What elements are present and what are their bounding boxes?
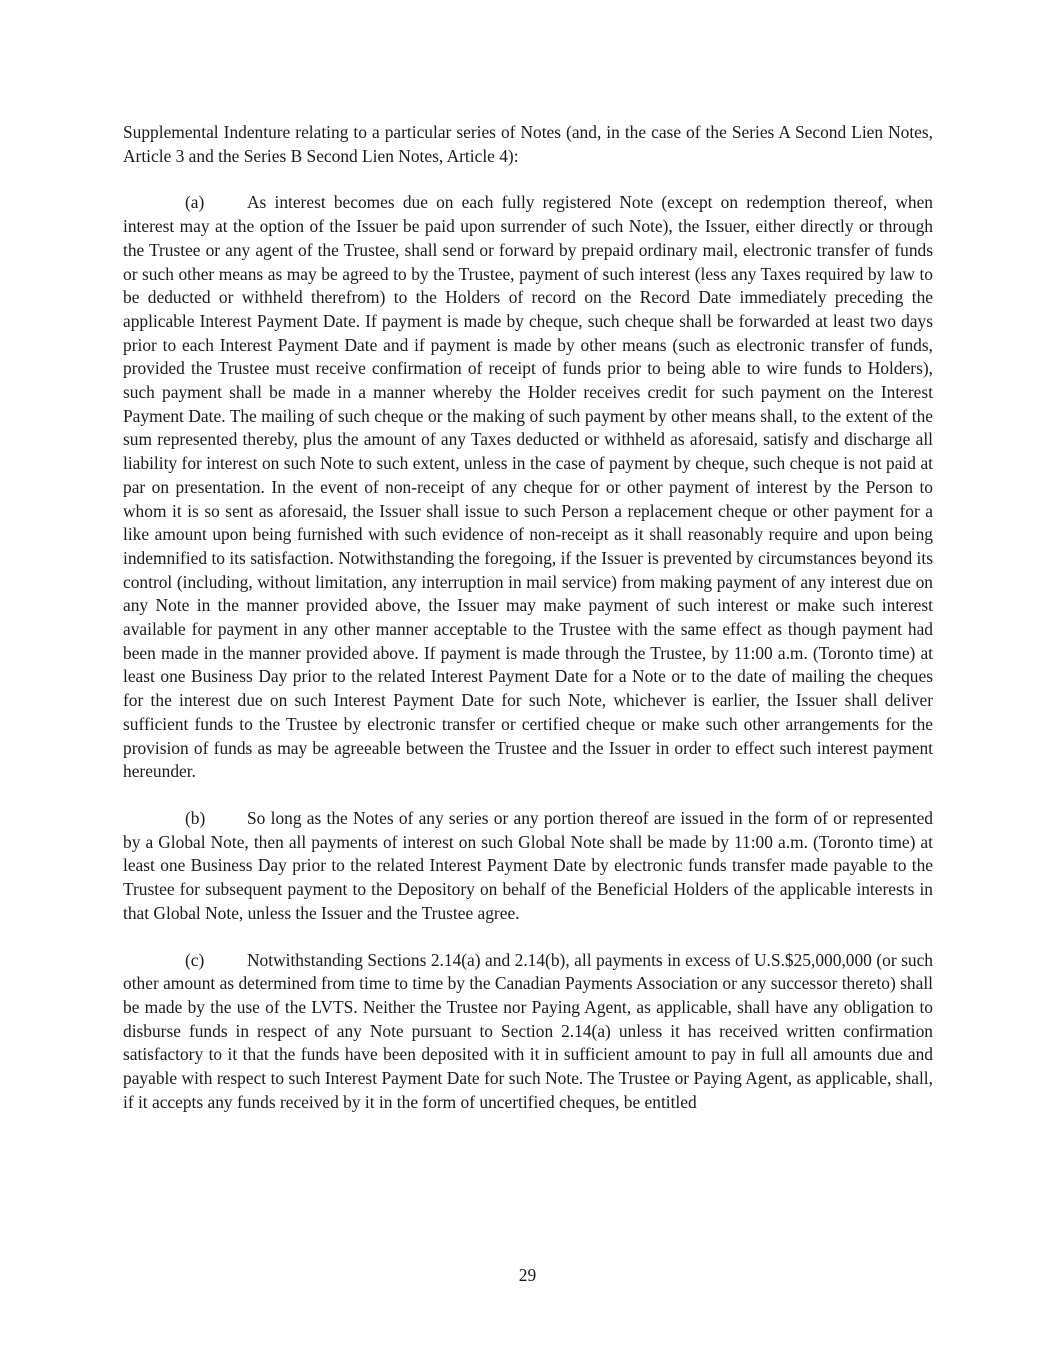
paragraph-c-marker: (c) bbox=[185, 949, 205, 970]
paragraph-b-text: So long as the Notes of any series or any portion thereof are issued in the form of or represented by a Global Note, then all payments of interest on such Global Note shall be made by 11:00 a.m. (Toronto time) at least one Business Day prior to the related Interest Payment Date by electronic funds transfer made payable to the Trustee for subsequent payment to the Depository on behalf of the Beneficial Holders of the applicable interests in that Global Note, unless the Issuer and the Trustee agree. bbox=[123, 807, 933, 923]
intro-paragraph-text: Supplemental Indenture relating to a particular series of Notes (and, in the case of the Series A Second Lien Notes, Article 3 and the Series B Second Lien Notes, Article 4): bbox=[123, 122, 933, 166]
paragraph-c bbox=[123, 949, 933, 1115]
paragraph-a-text: As interest becomes due on each fully registered Note (except on redemption thereof, when interest may at the option of the Issuer be paid upon surrender of such Note), the Issuer, either directly or through the Trustee or any agent of the Trustee, shall send or forward by prepaid ordinary mail, electronic transfer of funds or such other means as may be agreed to by the Trustee, payment of such interest (less any Taxes required by law to be deducted or withheld therefrom) to the Holders of record on the Record Date immediately preceding the applicable Interest Payment Date. If payment is made by cheque, such cheque shall be forwarded at least two days prior to each Interest Payment Date and if payment is made by other means (such as electronic transfer of funds, provided the Trustee must receive confirmation of receipt of funds prior to being able to wire funds to Holders), such payment shall be made in a manner whereby the Holder receives credit for such payment on the Interest Payment Date. The mailing of such cheque or the making of such payment by other means shall, to the extent of the sum represented thereby, plus the amount of any Taxes deducted or withheld as aforesaid, satisfy and discharge all liability for interest on such Note to such extent, unless in the case of payment by cheque, such cheque is not paid at par on presentation. In the event of non-receipt of any cheque for or other payment of interest by the Person to whom it is so sent as aforesaid, the Issuer shall issue to such Person a replacement cheque or other payment for a like amount upon being furnished with such evidence of non-receipt as it shall reasonably require and upon being indemnified to its satisfaction. Notwithstanding the foregoing, if the Issuer is prevented by circumstances beyond its control (including, without limitation, any interruption in mail service) from making payment of any interest due on any Note in the manner provided above, the Issuer may make payment of such interest or make such interest available for payment in any other manner acceptable to the Trustee with the same effect as though payment had been made in the manner provided above. If payment is made through the Trustee, by 11:00 a.m. (Toronto time) at least one Business Day prior to the related Interest Payment Date for a Note or to the date of mailing the cheques for the interest due on such Interest Payment Date for such Note, whichever is earlier, the Issuer shall deliver sufficient funds to the Trustee by electronic transfer or certified cheque or make such other arrangements for the provision of funds as may be agreeable between the Trustee and the Issuer in order to effect such interest payment hereunder. bbox=[123, 192, 933, 782]
page-number: 29 bbox=[518, 1265, 537, 1285]
intro-paragraph bbox=[123, 121, 933, 168]
paragraph-a bbox=[123, 191, 933, 784]
document-text-block bbox=[123, 121, 933, 1137]
paragraph-c-text: Notwithstanding Sections 2.14(a) and 2.14(b), all payments in excess of U.S.$25,000,000 (or such other amount as determined from time to time by the Canadian Payments Association or any successor thereto) shall be made by the use of the LVTS. Neither the Trustee nor Paying Agent, as applicable, shall have any obligation to disburse funds in respect of any Note pursuant to Section 2.14(a) unless it has received written confirmation satisfactory to it that the funds have been deposited with it in sufficient amount to pay in full all amounts due and payable with respect to such Interest Payment Date for such Note. The Trustee or Paying Agent, as applicable, shall, if it accepts any funds received by it in the form of uncertified cheques, be entitled bbox=[123, 949, 933, 1112]
paragraph-a-marker: (a) bbox=[185, 192, 205, 213]
paragraph-b bbox=[123, 807, 933, 926]
paragraph-b-marker: (b) bbox=[185, 807, 206, 828]
